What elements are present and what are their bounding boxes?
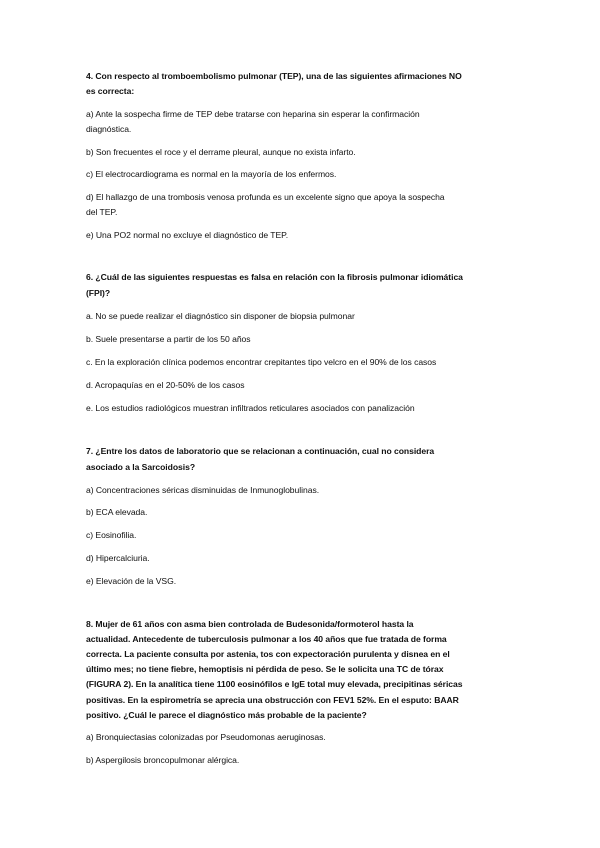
- answer-option-e: e) Elevación de la VSG.: [86, 576, 177, 586]
- question-stem: positivo. ¿Cuál le parece el diagnóstico más probable de la paciente?: [86, 710, 367, 720]
- question-stem: positivas. En la espirometría se aprecia una obstrucción con FEV1 52%. En el esputo: BAAR: [86, 695, 459, 705]
- answer-option-a: a. No se puede realizar el diagnóstico sin disponer de biopsia pulmonar: [86, 311, 355, 321]
- answer-option-d-continued: del TEP.: [86, 207, 118, 217]
- question-stem: último mes; no tiene fiebre, hemoptisis ni pérdida de peso. Se le solicita una TC de tórax: [86, 664, 444, 674]
- question-stem: asociado a la Sarcoidosis?: [86, 462, 196, 472]
- question-stem: 8. Mujer de 61 años con asma bien controlada de Budesonida/formoterol hasta la: [86, 619, 414, 629]
- answer-option-a: a) Concentraciones séricas disminuidas de Inmunoglobulinas.: [86, 485, 320, 495]
- question-stem: actualidad. Antecedente de tuberculosis pulmonar a los 40 años que fue tratada de forma: [86, 634, 447, 644]
- answer-option-b: b) Aspergilosis broncopulmonar alérgica.: [86, 755, 240, 765]
- answer-option-b: b) Son frecuentes el roce y el derrame pleural, aunque no exista infarto.: [86, 147, 356, 157]
- question-stem: 4. Con respecto al tromboembolismo pulmonar (TEP), una de las siguientes afirmaciones NO: [86, 71, 462, 81]
- answer-option-d: d) Hipercalciuria.: [86, 553, 150, 563]
- answer-option-d: d) El hallazgo de una trombosis venosa profunda es un excelente signo que apoya la sospecha: [86, 192, 445, 202]
- question-stem: es correcta:: [86, 86, 135, 96]
- answer-option-e: e) Una PO2 normal no excluye el diagnóstico de TEP.: [86, 230, 289, 240]
- answer-option-c: c) Eosinofilia.: [86, 530, 137, 540]
- answer-option-d: d. Acropaquías en el 20-50% de los casos: [86, 380, 245, 390]
- question-stem: (FIGURA 2). En la analítica tiene 1100 eosinófilos e IgE total muy elevada, precipitinas séricas: [86, 679, 463, 689]
- answer-option-a-continued: diagnóstica.: [86, 124, 132, 134]
- answer-option-b: b) ECA elevada.: [86, 507, 148, 517]
- answer-option-c: c. En la exploración clínica podemos encontrar crepitantes tipo velcro en el 90% de los casos: [86, 357, 437, 367]
- question-stem: (FPI)?: [86, 288, 111, 298]
- answer-option-e: e. Los estudios radiológicos muestran infiltrados reticulares asociados con panalización: [86, 403, 415, 413]
- answer-option-b: b. Suele presentarse a partir de los 50 años: [86, 334, 251, 344]
- answer-option-a: a) Bronquiectasias colonizadas por Pseudomonas aeruginosas.: [86, 732, 326, 742]
- answer-option-c: c) El electrocardiograma es normal en la mayoría de los enfermos.: [86, 169, 337, 179]
- question-stem: correcta. La paciente consulta por astenia, tos con expectoración purulenta y disnea en el: [86, 649, 450, 659]
- question-stem: 7. ¿Entre los datos de laboratorio que se relacionan a continuación, cual no considera: [86, 446, 435, 456]
- answer-option-a: a) Ante la sospecha firme de TEP debe tratarse con heparina sin esperar la confirmación: [86, 109, 420, 119]
- question-stem: 6. ¿Cuál de las siguientes respuestas es falsa en relación con la fibrosis pulmonar idiomática: [86, 272, 463, 282]
